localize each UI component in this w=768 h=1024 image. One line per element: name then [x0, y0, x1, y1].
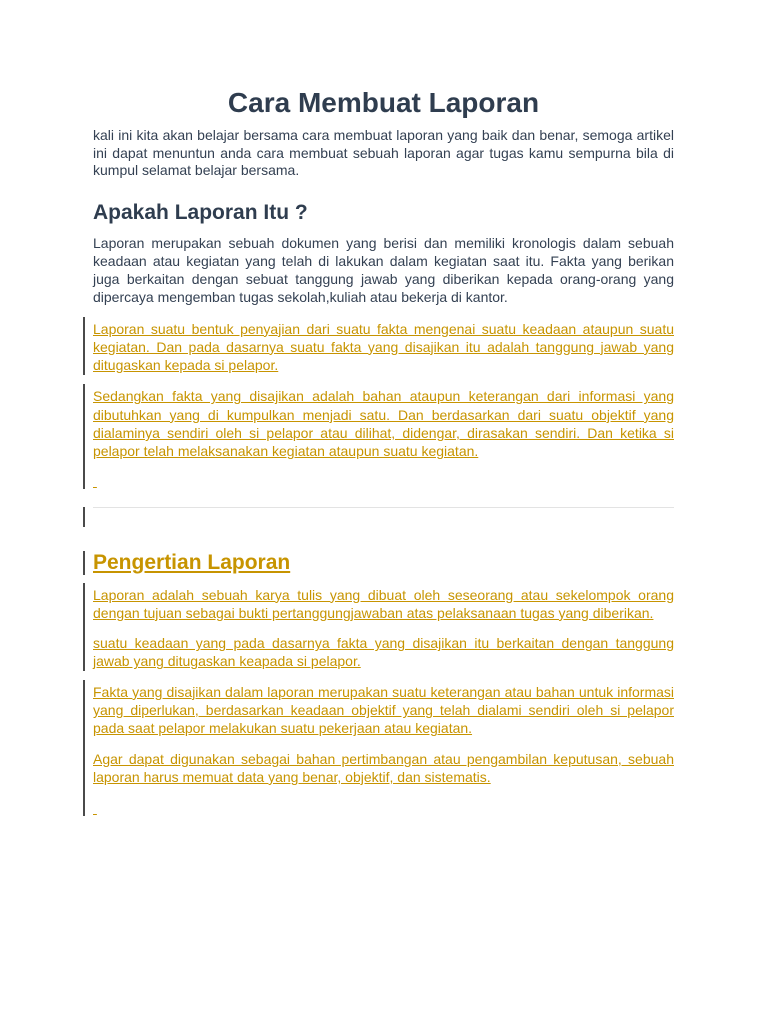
article-title: Cara Membuat Laporan — [227, 87, 540, 118]
quote-bar — [83, 507, 85, 527]
horizontal-divider — [93, 507, 674, 508]
section1-body-paragraph: Laporan merupakan sebuah dokumen yang berisi dan memiliki kronologis dalam sebuah keadaan atau kegiatan yang telah di lakukan dalam kegiatan saat itu. Fakta yang berikan juga berkaitan dengan sebuat tanggung jawab yang diberikan kepada orang-orang yang dipercaya mengemban tugas sekolah,kuliah atau bekerja di kantor. — [93, 234, 674, 305]
linked-paragraph-5[interactable] — [93, 683, 674, 738]
section-heading-pengertian-laporan[interactable]: Pengertian Laporan — [93, 550, 674, 576]
paragraph-link[interactable]: Fakta yang disajikan dalam laporan merupakan suatu keterangan atau bahan untuk informasi yang diperlukan, berdasarkan keadaan objektif yang telah dialami sendiri oleh si pelapor pada saat pelapor melakukan suatu pekerjaan atau kegiatan. — [93, 683, 674, 737]
intro-paragraph: kali ini kita akan belajar bersama cara membuat laporan yang baik dan benar, semoga artikel ini dapat menuntun anda cara membuat sebuah laporan agar tugas kamu sempurna bila di kumpul selamat belajar bersama. — [93, 127, 674, 178]
empty-link-row[interactable] — [93, 473, 674, 493]
article — [93, 84, 674, 820]
linked-paragraph-2[interactable] — [93, 387, 674, 460]
paragraph-link[interactable]: suatu keadaan yang pada dasarnya fakta yang disajikan itu berkaitan dengan tanggung jawab yang ditugaskan keapada si pelapor. — [93, 635, 674, 670]
paragraph-link[interactable]: Laporan suatu bentuk penyajian dari suatu fakta mengenai suatu keadaan ataupun suatu kegiatan. Dan pada dasarnya suatu fakta yang disajikan itu adalah tanggung jawab yang ditugaskan kepada si pelapor. — [93, 320, 674, 374]
quote-bar — [83, 680, 85, 756]
linked-paragraph-6[interactable] — [93, 750, 674, 787]
linked-paragraph-4[interactable] — [93, 634, 674, 671]
quote-bar — [83, 473, 85, 489]
quote-bar — [83, 631, 85, 671]
section-heading-apakah-laporan: Apakah Laporan Itu ? — [93, 200, 308, 224]
paragraph-link[interactable]: Sedangkan fakta yang disajikan adalah bahan ataupun keterangan dari informasi yang dibutuhkan yang di kumpulkan menjadi satu. Dan berdasarkan dari suatu objektif yang dialaminya sendiri oleh si pelapor atau dilihat, didengar, dirasakan sendiri. Dan ketika si pelapor telah melaksanakan kegiatan ataupun suatu kegiatan. — [93, 388, 674, 460]
quote-bar — [83, 800, 85, 816]
paragraph-link[interactable]: Agar dapat digunakan sebagai bahan pertimbangan atau pengambilan keputusan, sebuah laporan harus memuat data yang benar, objektif, dan sistematis. — [93, 750, 674, 785]
empty-link-row[interactable] — [93, 800, 674, 820]
quote-bar — [83, 384, 85, 478]
quote-bar — [83, 317, 85, 375]
quote-bar — [83, 551, 85, 575]
linked-paragraph-3[interactable] — [93, 586, 674, 623]
quote-bar — [83, 747, 85, 805]
linked-paragraph-1[interactable] — [93, 320, 674, 375]
paragraph-link[interactable]: Laporan adalah sebuah karya tulis yang dibuat oleh seseorang atau sekelompok orang dengan tujuan sebagai bukti pertanggungjawaban atas pelaksanaan tugas yang diberikan. — [93, 586, 674, 621]
